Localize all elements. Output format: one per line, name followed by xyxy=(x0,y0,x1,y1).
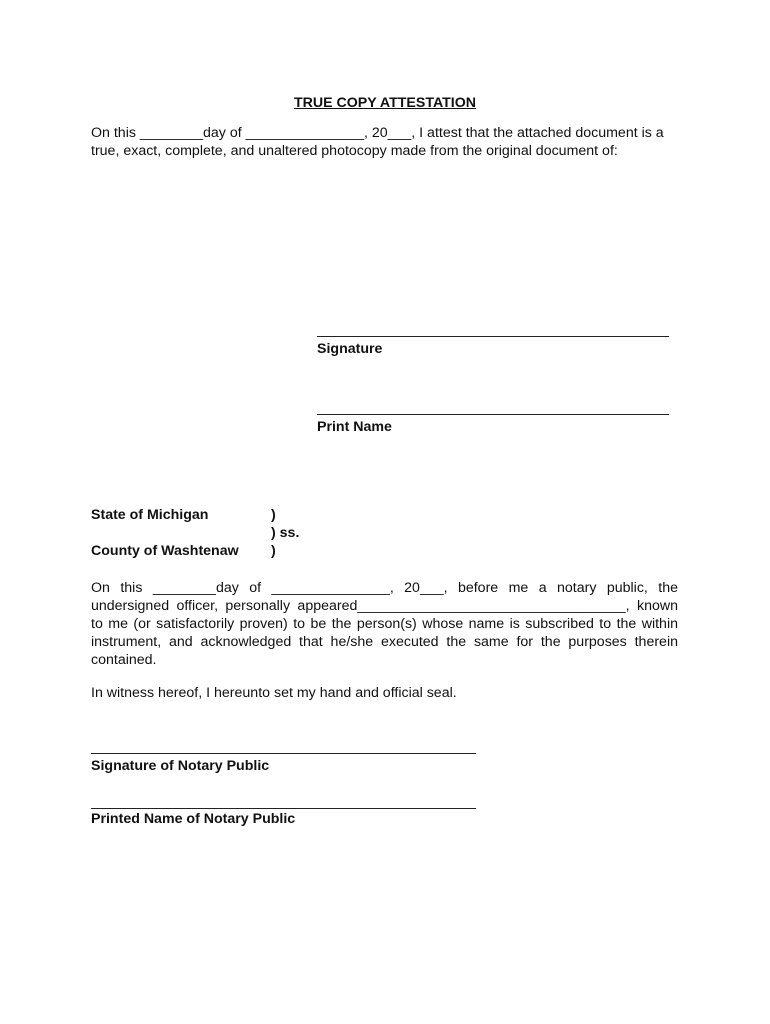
attestation-paragraph: On this ________day of _______________, 20___, I attest that the attached document is a true, exact, complete, and unaltered photocopy made from the original document of: xyxy=(91,125,664,159)
notary-signature-line[interactable] xyxy=(91,753,476,754)
venue-state: State of Michigan xyxy=(91,507,209,523)
venue-county: County of Washtenaw xyxy=(91,543,239,559)
signature-line[interactable] xyxy=(317,336,669,337)
print-name-label: Print Name xyxy=(317,419,392,435)
venue-paren-1: ) xyxy=(271,507,276,523)
document-title: TRUE COPY ATTESTATION xyxy=(293,95,477,111)
venue-paren-2: ) xyxy=(271,543,276,559)
notary-printed-name-line[interactable] xyxy=(91,808,476,809)
notary-signature-label: Signature of Notary Public xyxy=(91,758,270,774)
signature-label: Signature xyxy=(317,341,383,357)
notary-printed-name-label: Printed Name of Notary Public xyxy=(91,811,296,827)
acknowledgment-paragraph: On this ________day of _______________, 20___, before me a notary public, the undersigned officer, personally appeared__________________________________, known to me (or satisfactorily proven) to be the person(s) whose name is subscribed to the within instrument, and acknowledged that he/she executed the same for the purposes therein contained. xyxy=(91,580,678,668)
witness-statement: In witness hereof, I hereunto set my hand and official seal. xyxy=(91,685,457,701)
print-name-line[interactable] xyxy=(317,414,669,415)
venue-paren-ss: ) ss. xyxy=(271,525,300,541)
